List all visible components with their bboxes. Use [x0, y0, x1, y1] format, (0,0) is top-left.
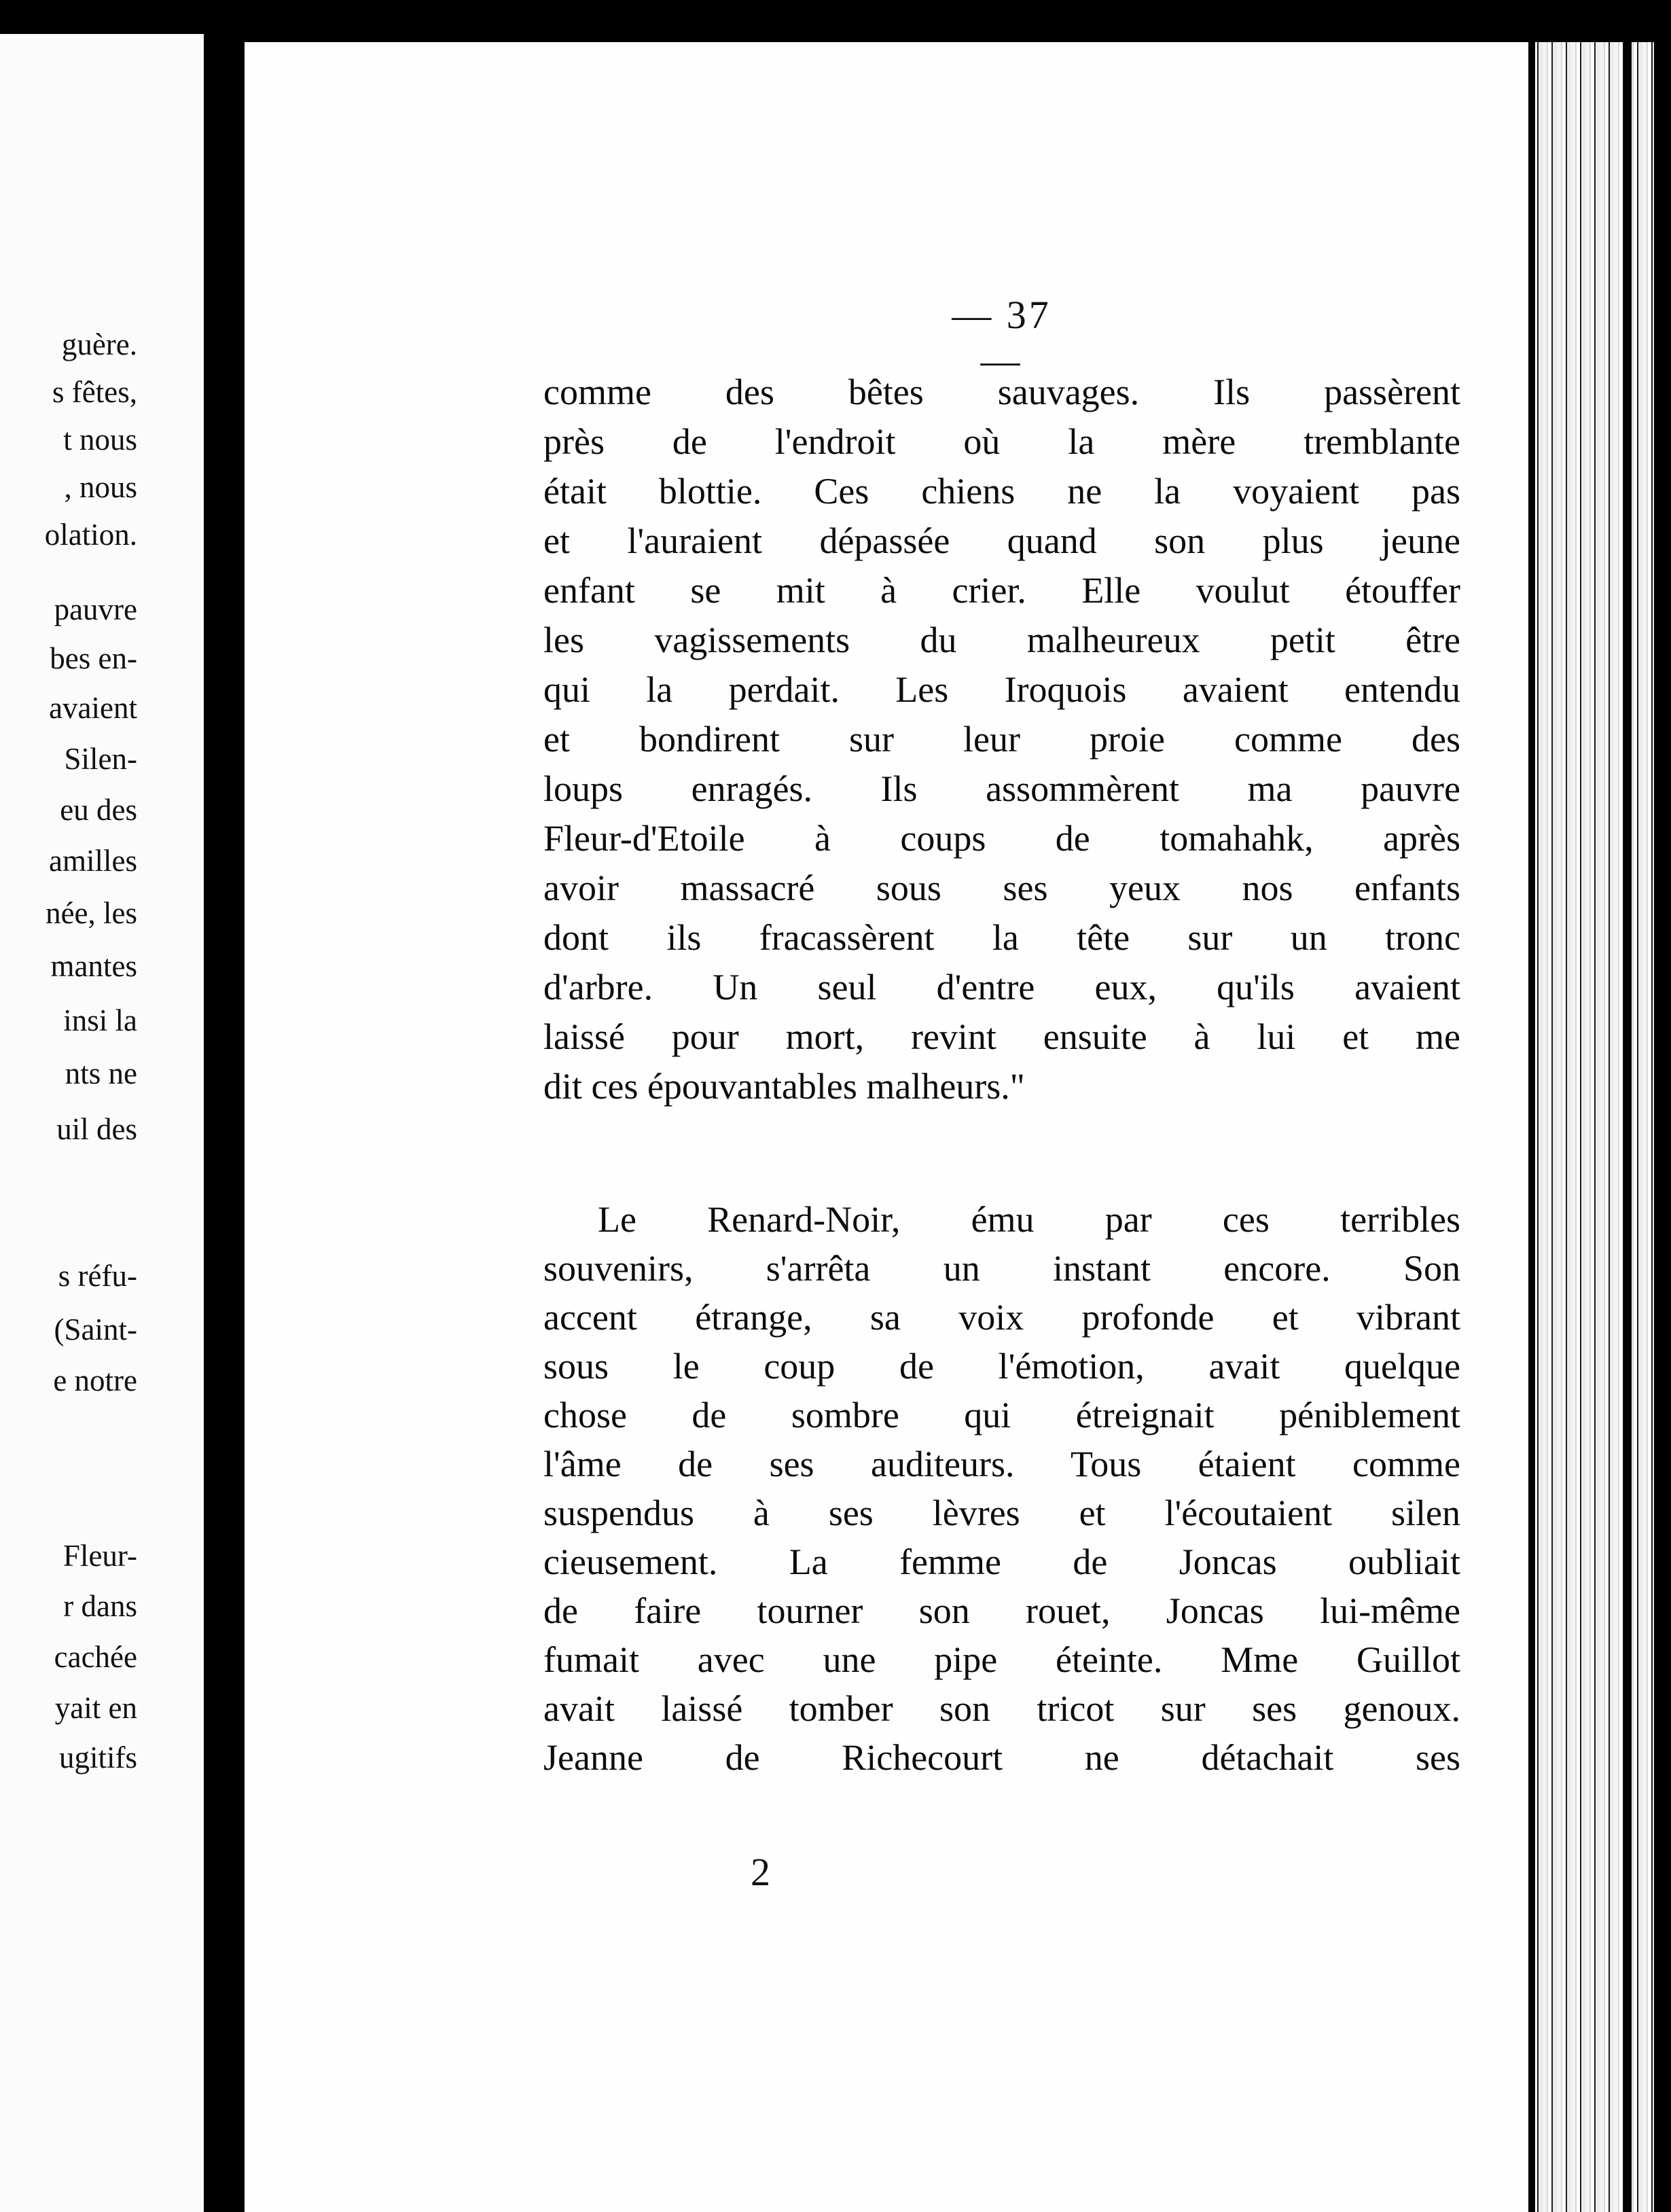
- left-page-line: s fêtes,: [52, 375, 137, 409]
- paragraph-2-line: avait laissé tomber son tricot sur ses genoux.: [543, 1688, 1460, 1729]
- edge-stripe: [1623, 42, 1632, 2212]
- left-page-line: Fleur-: [62, 1539, 137, 1573]
- paragraph-2-line: sous le coup de l'émotion, avait quelque: [543, 1346, 1460, 1387]
- edge-shadow: [1528, 42, 1535, 2212]
- left-page-line: amilles: [49, 844, 137, 878]
- paragraph-1-line: et bondirent sur leur proie comme des: [543, 719, 1460, 760]
- paragraph-2-line: chose de sombre qui étreignait péniblement: [543, 1395, 1460, 1435]
- right-page: [245, 42, 1528, 2212]
- edge-stripe: [1654, 42, 1671, 2212]
- left-page-line: pauvre: [54, 592, 137, 626]
- left-page-line: ugitifs: [58, 1741, 137, 1774]
- paragraph-2-line: Jeanne de Richecourt ne détachait ses: [543, 1737, 1460, 1778]
- left-page-line: uil des: [56, 1112, 137, 1146]
- paragraph-1-line: comme des bêtes sauvages. Ils passèrent: [543, 372, 1460, 412]
- left-page-line: guère.: [61, 327, 137, 361]
- paragraph-2-line: souvenirs, s'arrêta un instant encore. Son: [543, 1248, 1460, 1289]
- left-page-line: s réfu-: [58, 1259, 137, 1293]
- left-page: [0, 34, 204, 2212]
- paragraph-1-line: d'arbre. Un seul d'entre eux, qu'ils avaient: [543, 967, 1460, 1007]
- paragraph-1-line: les vagissements du malheureux petit être: [543, 620, 1460, 660]
- paragraph-1-line: dit ces épouvantables malheurs.": [543, 1066, 1025, 1107]
- left-page-line: nts ne: [65, 1056, 137, 1090]
- left-page-line: mantes: [50, 949, 137, 983]
- paragraph-1-line: Fleur-d'Etoile à coups de tomahahk, après: [543, 818, 1460, 859]
- page-number: — 37 —: [952, 293, 1052, 382]
- page-edges: [1528, 42, 1671, 2212]
- left-page-line: r dans: [63, 1589, 137, 1623]
- paragraph-1-line: qui la perdait. Les Iroquois avaient entendu: [543, 669, 1460, 710]
- left-page-line: insi la: [63, 1003, 137, 1037]
- left-page-line: née, les: [46, 896, 137, 930]
- paragraph-2-line: accent étrange, sa voix profonde et vibrant: [543, 1297, 1460, 1338]
- left-page-line: , nous: [64, 470, 137, 504]
- paragraph-1-line: était blottie. Ces chiens ne la voyaient pas: [543, 471, 1460, 512]
- left-page-line: t nous: [63, 423, 137, 457]
- paragraph-2-line: suspendus à ses lèvres et l'écoutaient silen: [543, 1493, 1460, 1533]
- left-page-line: olation.: [44, 518, 137, 552]
- left-page-line: e notre: [53, 1363, 137, 1397]
- paragraph-1-line: près de l'endroit où la mère tremblante: [543, 421, 1460, 462]
- paragraph-1-line: et l'auraient dépassée quand son plus jeune: [543, 520, 1460, 561]
- paragraph-1-line: laissé pour mort, revint ensuite à lui et me: [543, 1016, 1460, 1057]
- left-page-line: yait en: [54, 1691, 137, 1725]
- left-page-line: Silen-: [64, 742, 137, 776]
- paragraph-1-line: loups enragés. Ils assommèrent ma pauvre: [543, 768, 1460, 809]
- signature-mark: 2: [751, 1850, 770, 1894]
- left-page-line: eu des: [60, 793, 137, 827]
- left-page-line: cachée: [54, 1640, 137, 1674]
- paragraph-2-line: l'âme de ses auditeurs. Tous étaient comme: [543, 1444, 1460, 1484]
- paragraph-2-line: fumait avec une pipe éteinte. Mme Guillot: [543, 1639, 1460, 1680]
- left-page-line: (Saint-: [54, 1313, 137, 1346]
- left-page-line: avaient: [49, 691, 137, 725]
- paragraph-1-line: enfant se mit à crier. Elle voulut étouffer: [543, 570, 1460, 611]
- paragraph-1-line: avoir massacré sous ses yeux nos enfants: [543, 868, 1460, 908]
- paragraph-1-line: dont ils fracassèrent la tête sur un tronc: [543, 917, 1460, 958]
- paragraph-2-line: cieusement. La femme de Joncas oubliait: [543, 1541, 1460, 1582]
- paragraph-2-line: de faire tourner son rouet, Joncas lui-même: [543, 1590, 1460, 1631]
- left-page-line: bes en-: [50, 641, 137, 675]
- paragraph-2-line: Le Renard-Noir, ému par ces terribles: [598, 1199, 1460, 1240]
- book-gutter: [204, 27, 245, 2212]
